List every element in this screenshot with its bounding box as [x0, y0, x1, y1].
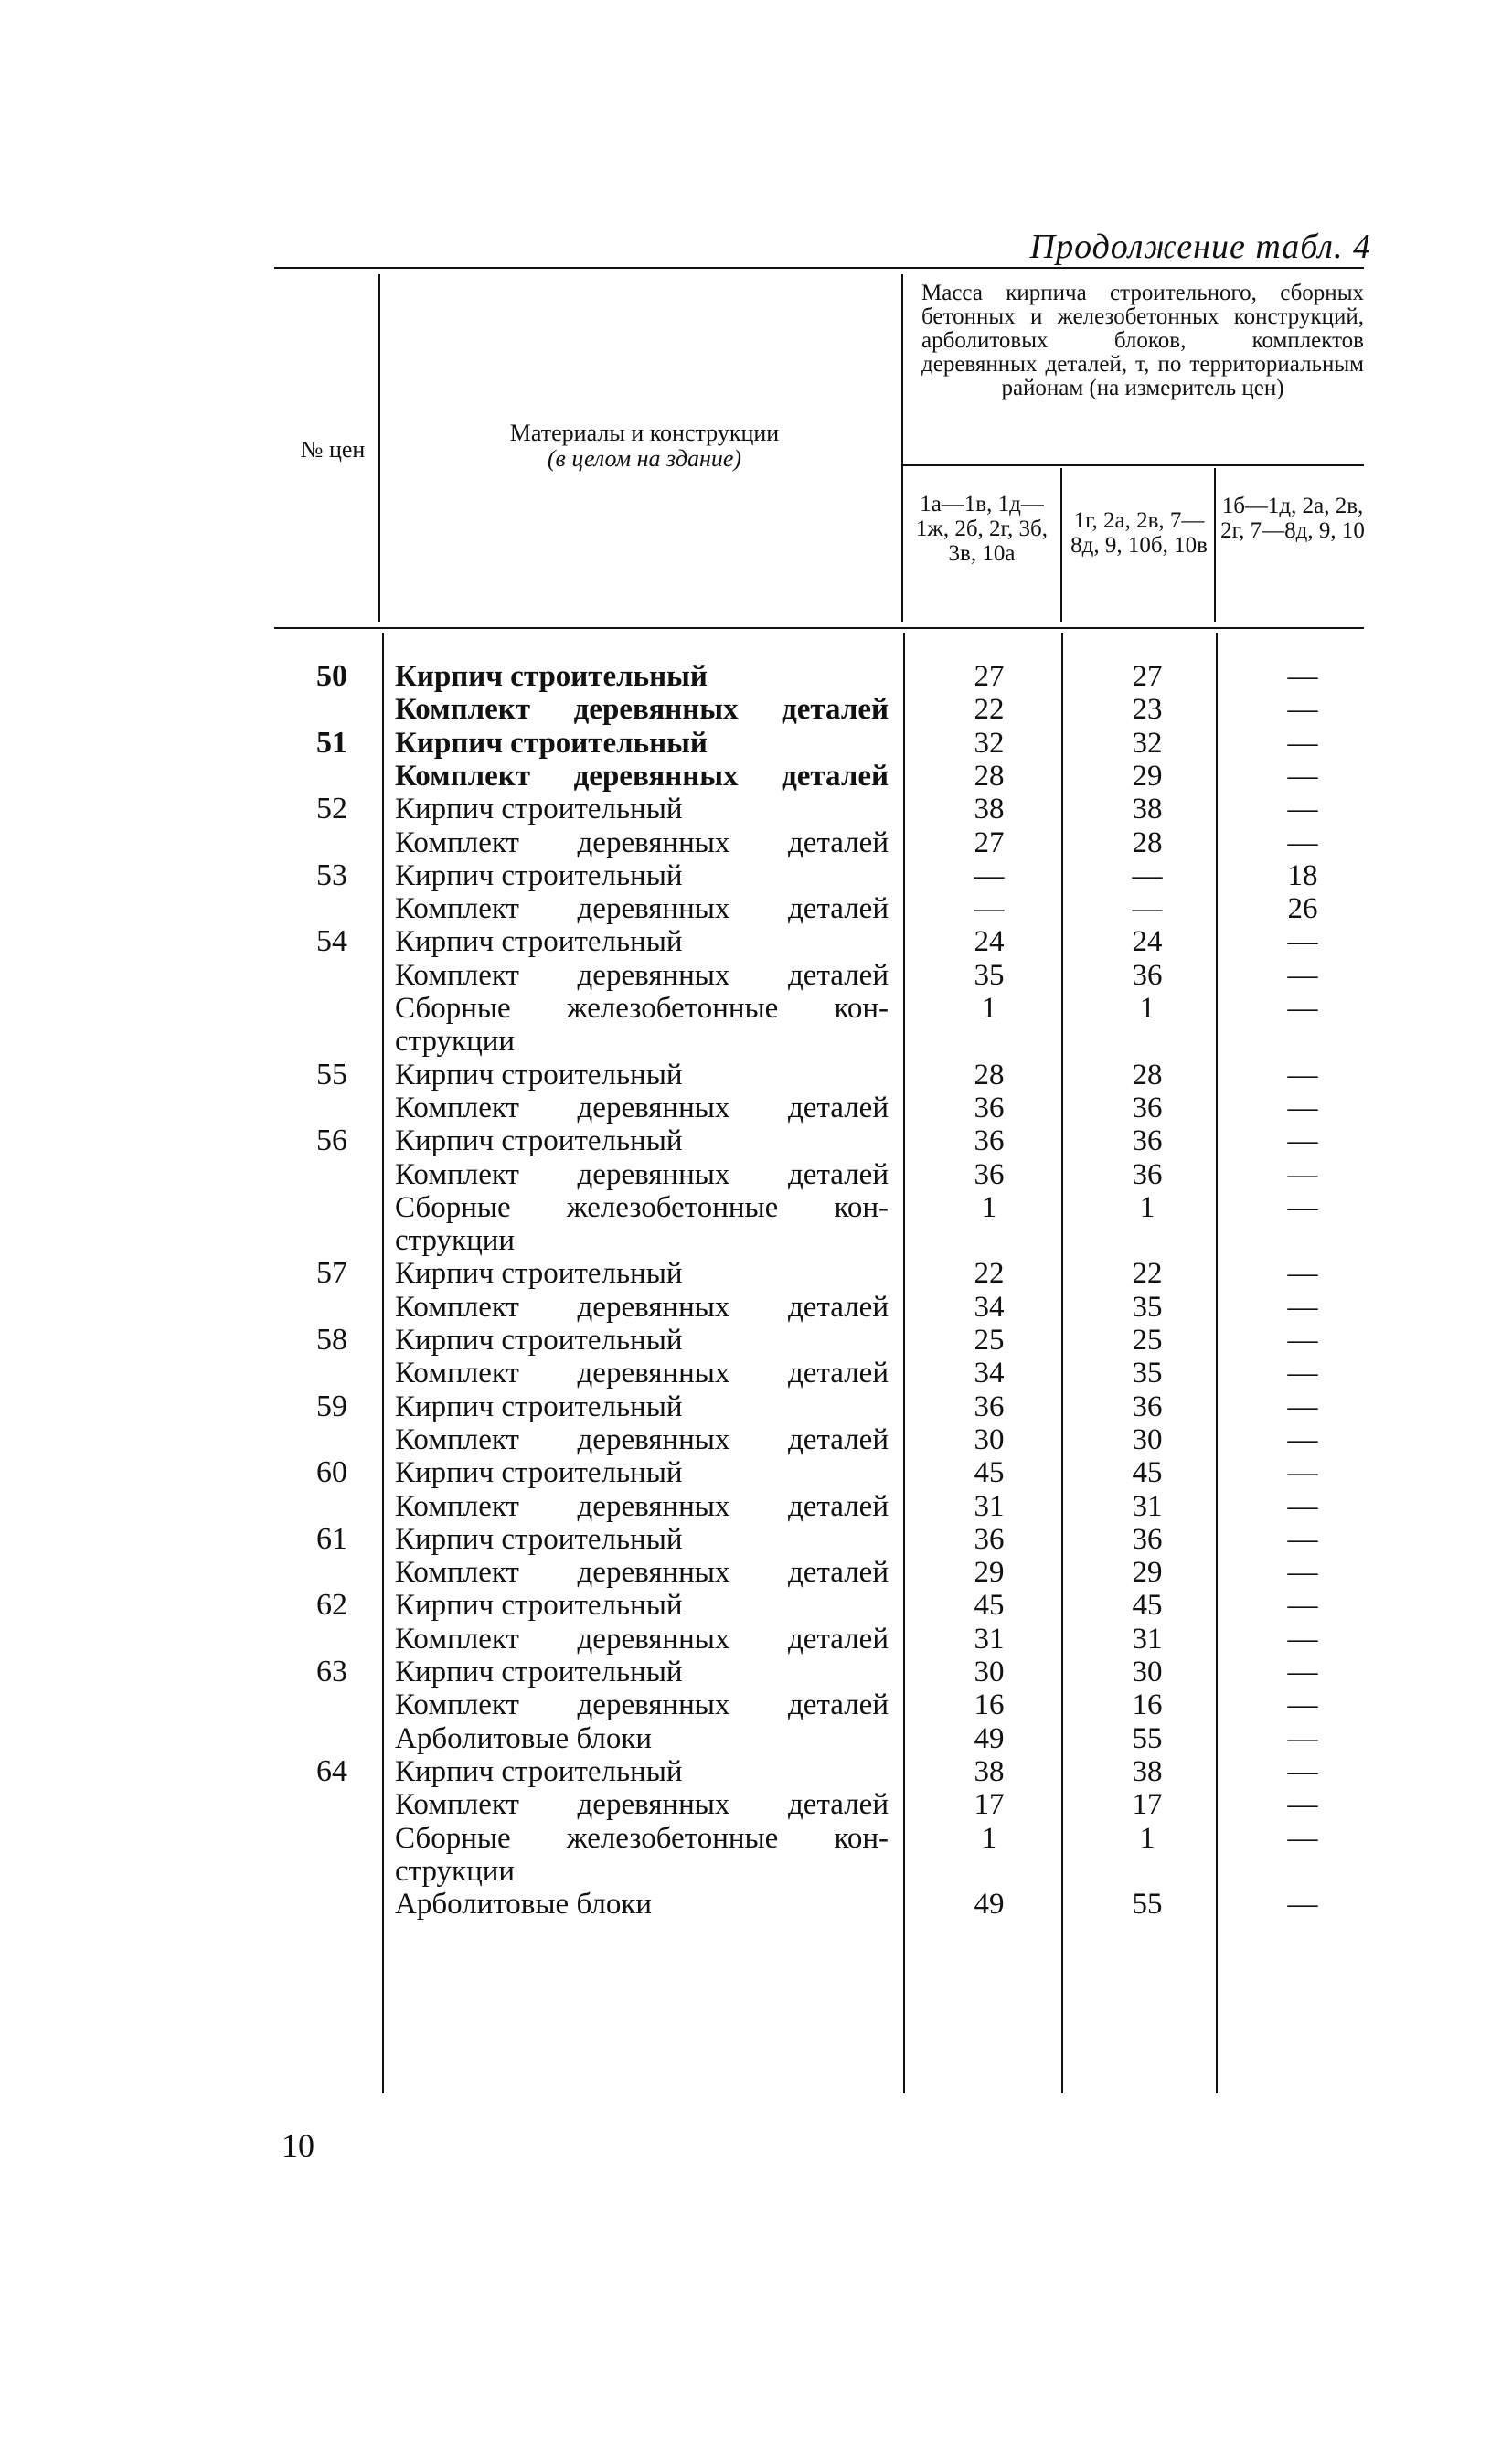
table-row [0, 1059, 1512, 1092]
row-value-region-3: — [1287, 726, 1318, 760]
row-value-region-3: — [1287, 1257, 1318, 1291]
table-row [0, 1456, 1512, 1489]
table-row [0, 693, 1512, 726]
table-row [0, 859, 1512, 892]
row-number: 59 [316, 1389, 347, 1423]
row-material: Кирпич строительный [395, 925, 683, 959]
row-value-region-1: 45 [974, 1456, 1005, 1490]
page-number: 10 [282, 2127, 314, 2164]
header-col-mass: Масса кирпича строительного, сборных бетонных и железобетонных конструкций, арболитовых блоков, комплектов деревянных деталей, т, по территориальным районам (на измеритель цен) [921, 281, 1364, 400]
table-row [0, 1124, 1512, 1157]
table-row [0, 1656, 1512, 1688]
row-number: 50 [316, 659, 347, 693]
row-number: 57 [316, 1256, 347, 1291]
row-material: Кирпич строительный [395, 1656, 683, 1688]
row-value-region-3: — [1287, 1556, 1318, 1590]
row-value-region-3: — [1287, 1091, 1318, 1124]
row-material: Арболитовые блоки [395, 1721, 653, 1755]
table-row [0, 1788, 1512, 1821]
row-material: Комплект деревянных деталей [395, 1688, 889, 1722]
row-value-region-3: — [1287, 1157, 1318, 1191]
row-value-region-3: 18 [1287, 858, 1318, 892]
row-value-region-2: 30 [1132, 1422, 1163, 1456]
row-value-region-3: — [1287, 1589, 1318, 1623]
row-number: 54 [316, 924, 347, 959]
row-value-region-2: 36 [1132, 958, 1163, 992]
row-material: Кирпич строительный [395, 858, 683, 892]
row-value-region-2: 38 [1132, 793, 1163, 826]
table-row [0, 892, 1512, 925]
header-col-material [402, 421, 887, 472]
table-row [0, 1523, 1512, 1556]
col-divider-2 [901, 274, 903, 622]
row-value-region-2: 24 [1132, 925, 1163, 959]
table-row [0, 1191, 1512, 1224]
row-value-region-2: 36 [1132, 1124, 1163, 1158]
row-value-region-1: 28 [974, 1058, 1005, 1092]
row-number: 61 [316, 1521, 347, 1556]
header-sub-region-3: 1б—1д, 2а, 2в, 2г, 7—8д, 9, 10 [1220, 494, 1365, 543]
row-value-region-3: — [1287, 793, 1318, 826]
row-material: Комплект деревянных деталей [395, 892, 889, 926]
row-value-region-1: 38 [974, 793, 1005, 826]
row-material: Комплект деревянных деталей [395, 693, 889, 727]
row-value-region-2: 1 [1139, 1821, 1155, 1855]
row-material: Кирпич строительный [395, 1124, 683, 1158]
header-col-number: № цен [300, 436, 366, 463]
table-row [0, 1158, 1512, 1191]
row-value-region-1: 22 [974, 1257, 1005, 1291]
row-value-region-3: 26 [1287, 892, 1318, 926]
row-value-region-2: 55 [1132, 1888, 1163, 1922]
row-value-region-1: 1 [981, 1821, 997, 1855]
table-row [0, 1722, 1512, 1755]
row-value-region-2: — [1132, 858, 1163, 892]
row-material: Комплект деревянных деталей [395, 1622, 889, 1656]
row-value-region-1: 49 [974, 1888, 1005, 1922]
row-number: 51 [316, 725, 347, 760]
table-row [0, 660, 1512, 693]
row-value-region-2: 1 [1139, 1190, 1155, 1224]
table-row [0, 992, 1512, 1025]
table-row [0, 1556, 1512, 1589]
row-material: Арболитовые блоки [395, 1888, 653, 1922]
row-value-region-2: 36 [1132, 1390, 1163, 1423]
row-material: струкции [395, 1854, 516, 1888]
table-row [0, 1822, 1512, 1855]
row-value-region-2: 31 [1132, 1489, 1163, 1523]
row-value-region-1: 36 [974, 1124, 1005, 1158]
row-material: Комплект деревянных деталей [395, 1357, 889, 1390]
row-value-region-2: 23 [1132, 693, 1163, 727]
row-value-region-2: 17 [1132, 1788, 1163, 1822]
table-row [0, 1855, 1512, 1888]
row-value-region-2: 16 [1132, 1688, 1163, 1722]
row-value-region-1: 31 [974, 1489, 1005, 1523]
row-value-region-3: — [1287, 825, 1318, 859]
row-value-region-1: 1 [981, 992, 997, 1025]
row-value-region-1: 24 [974, 925, 1005, 959]
row-material: Комплект деревянных деталей [395, 1091, 889, 1124]
row-value-region-1: 25 [974, 1324, 1005, 1357]
row-material: Комплект деревянных деталей [395, 825, 889, 859]
row-material: Кирпич строительный [395, 1257, 683, 1291]
row-value-region-1: 22 [974, 693, 1005, 727]
row-value-region-1: 34 [974, 1357, 1005, 1390]
table-top-rule [274, 267, 1364, 269]
row-value-region-3: — [1287, 1721, 1318, 1755]
table-row [0, 1490, 1512, 1523]
row-value-region-2: 29 [1132, 1556, 1163, 1590]
table-row [0, 1390, 1512, 1423]
row-value-region-1: 36 [974, 1157, 1005, 1191]
row-value-region-3: — [1287, 1456, 1318, 1490]
table-row [0, 1589, 1512, 1622]
row-value-region-1: 27 [974, 660, 1005, 693]
row-value-region-1: 36 [974, 1390, 1005, 1423]
table-row [0, 1291, 1512, 1324]
table-row [0, 793, 1512, 825]
row-value-region-3: — [1287, 1688, 1318, 1722]
row-value-region-2: 28 [1132, 825, 1163, 859]
row-value-region-3: — [1287, 1058, 1318, 1092]
row-value-region-1: 32 [974, 726, 1005, 760]
table-row [0, 1423, 1512, 1456]
row-material: Кирпич строительный [395, 793, 683, 826]
row-value-region-1: 36 [974, 1522, 1005, 1556]
row-value-region-3: — [1287, 1656, 1318, 1688]
row-value-region-1: 31 [974, 1622, 1005, 1656]
row-value-region-1: 27 [974, 825, 1005, 859]
row-value-region-3: — [1287, 1290, 1318, 1324]
row-value-region-2: 36 [1132, 1522, 1163, 1556]
row-material: Комплект деревянных деталей [395, 1788, 889, 1822]
row-number: 64 [316, 1753, 347, 1788]
row-value-region-3: — [1287, 958, 1318, 992]
row-number: 60 [316, 1455, 347, 1490]
row-material: Кирпич строительный [395, 1456, 683, 1490]
row-value-region-1: 28 [974, 759, 1005, 793]
row-material: струкции [395, 1025, 516, 1059]
row-value-region-2: 27 [1132, 660, 1163, 693]
row-value-region-2: 30 [1132, 1656, 1163, 1688]
table-row [0, 1755, 1512, 1788]
row-value-region-2: 35 [1132, 1357, 1163, 1390]
row-material: Сборные железобетонные кон- [395, 1190, 889, 1224]
row-value-region-1: 16 [974, 1688, 1005, 1722]
table-row [0, 826, 1512, 859]
row-value-region-1: — [974, 892, 1005, 926]
header-material-line2: (в целом на здание) [547, 445, 742, 472]
row-value-region-2: 1 [1139, 992, 1155, 1025]
row-value-region-1: 35 [974, 958, 1005, 992]
row-value-region-1: 1 [981, 1190, 997, 1224]
row-value-region-1: — [974, 858, 1005, 892]
row-value-region-3: — [1287, 1622, 1318, 1656]
row-value-region-3: — [1287, 660, 1318, 693]
row-value-region-3: — [1287, 1888, 1318, 1922]
row-value-region-2: — [1132, 892, 1163, 926]
row-material: Комплект деревянных деталей [395, 1556, 889, 1590]
row-number: 62 [316, 1588, 347, 1623]
row-value-region-3: — [1287, 1754, 1318, 1788]
row-material: Кирпич строительный [395, 1058, 683, 1092]
row-value-region-2: 31 [1132, 1622, 1163, 1656]
row-material: Кирпич строительный [395, 1754, 683, 1788]
table-row [0, 760, 1512, 793]
row-material: Кирпич строительный [395, 660, 708, 693]
table-row [0, 1357, 1512, 1390]
table-row [0, 1224, 1512, 1257]
row-value-region-3: — [1287, 759, 1318, 793]
row-value-region-1: 34 [974, 1290, 1005, 1324]
row-value-region-3: — [1287, 1190, 1318, 1224]
row-material: Комплект деревянных деталей [395, 759, 889, 793]
row-value-region-1: 45 [974, 1589, 1005, 1623]
row-value-region-2: 35 [1132, 1290, 1163, 1324]
header-sub-region-2: 1г, 2а, 2в, 7—8д, 9, 10б, 10в [1070, 508, 1208, 558]
row-material: Комплект деревянных деталей [395, 958, 889, 992]
row-value-region-3: — [1287, 1324, 1318, 1357]
table-row [0, 1888, 1512, 1921]
row-value-region-1: 17 [974, 1788, 1005, 1822]
col-divider-3 [1060, 468, 1062, 622]
row-value-region-1: 49 [974, 1721, 1005, 1755]
row-value-region-2: 25 [1132, 1324, 1163, 1357]
row-number: 53 [316, 857, 347, 892]
row-value-region-2: 45 [1132, 1589, 1163, 1623]
row-material: Кирпич строительный [395, 726, 708, 760]
row-material: Сборные железобетонные кон- [395, 1821, 889, 1855]
table-row [0, 1623, 1512, 1656]
row-value-region-2: 36 [1132, 1091, 1163, 1124]
row-material: Кирпич строительный [395, 1522, 683, 1556]
row-value-region-1: 36 [974, 1091, 1005, 1124]
row-material: Комплект деревянных деталей [395, 1290, 889, 1324]
table-row [0, 959, 1512, 992]
row-material: Кирпич строительный [395, 1390, 683, 1423]
row-value-region-2: 32 [1132, 726, 1163, 760]
row-value-region-2: 38 [1132, 1754, 1163, 1788]
header-material-line1: Материалы и конструкции [509, 420, 780, 446]
row-value-region-1: 30 [974, 1422, 1005, 1456]
row-value-region-3: — [1287, 1422, 1318, 1456]
row-number: 55 [316, 1057, 347, 1092]
row-value-region-1: 29 [974, 1556, 1005, 1590]
table-row [0, 1257, 1512, 1290]
row-number: 52 [316, 792, 347, 826]
row-value-region-1: 38 [974, 1754, 1005, 1788]
row-material: Сборные железобетонные кон- [395, 992, 889, 1025]
row-value-region-3: — [1287, 992, 1318, 1025]
row-value-region-3: — [1287, 693, 1318, 727]
row-value-region-3: — [1287, 1821, 1318, 1855]
row-value-region-3: — [1287, 1489, 1318, 1523]
table-caption: Продолжение табл. 4 [1029, 228, 1371, 266]
row-value-region-2: 36 [1132, 1157, 1163, 1191]
row-value-region-3: — [1287, 1390, 1318, 1423]
row-value-region-2: 29 [1132, 759, 1163, 793]
row-material: Кирпич строительный [395, 1589, 683, 1623]
table-row [0, 1025, 1512, 1058]
row-value-region-3: — [1287, 1357, 1318, 1390]
row-number: 58 [316, 1323, 347, 1357]
table-row [0, 1092, 1512, 1124]
row-value-region-3: — [1287, 1522, 1318, 1556]
row-material: Комплект деревянных деталей [395, 1157, 889, 1191]
mass-subheader-rule [903, 464, 1364, 466]
table-row [0, 1688, 1512, 1721]
row-value-region-3: — [1287, 1124, 1318, 1158]
table-row [0, 925, 1512, 958]
row-value-region-2: 45 [1132, 1456, 1163, 1490]
row-number: 63 [316, 1655, 347, 1688]
col-divider-4 [1214, 468, 1216, 622]
row-material: Комплект деревянных деталей [395, 1422, 889, 1456]
header-bottom-rule [274, 627, 1364, 629]
row-material: струкции [395, 1224, 516, 1258]
row-value-region-3: — [1287, 1788, 1318, 1822]
row-material: Комплект деревянных деталей [395, 1489, 889, 1523]
row-value-region-1: 30 [974, 1656, 1005, 1688]
header-sub-region-1: 1а—1в, 1д—1ж, 2б, 2г, 3б, 3в, 10а [916, 492, 1048, 566]
row-value-region-3: — [1287, 925, 1318, 959]
row-value-region-2: 22 [1132, 1257, 1163, 1291]
row-value-region-2: 28 [1132, 1058, 1163, 1092]
row-material: Кирпич строительный [395, 1324, 683, 1357]
row-number: 56 [316, 1124, 347, 1158]
row-value-region-2: 55 [1132, 1721, 1163, 1755]
table-row [0, 727, 1512, 760]
table-row [0, 1324, 1512, 1357]
